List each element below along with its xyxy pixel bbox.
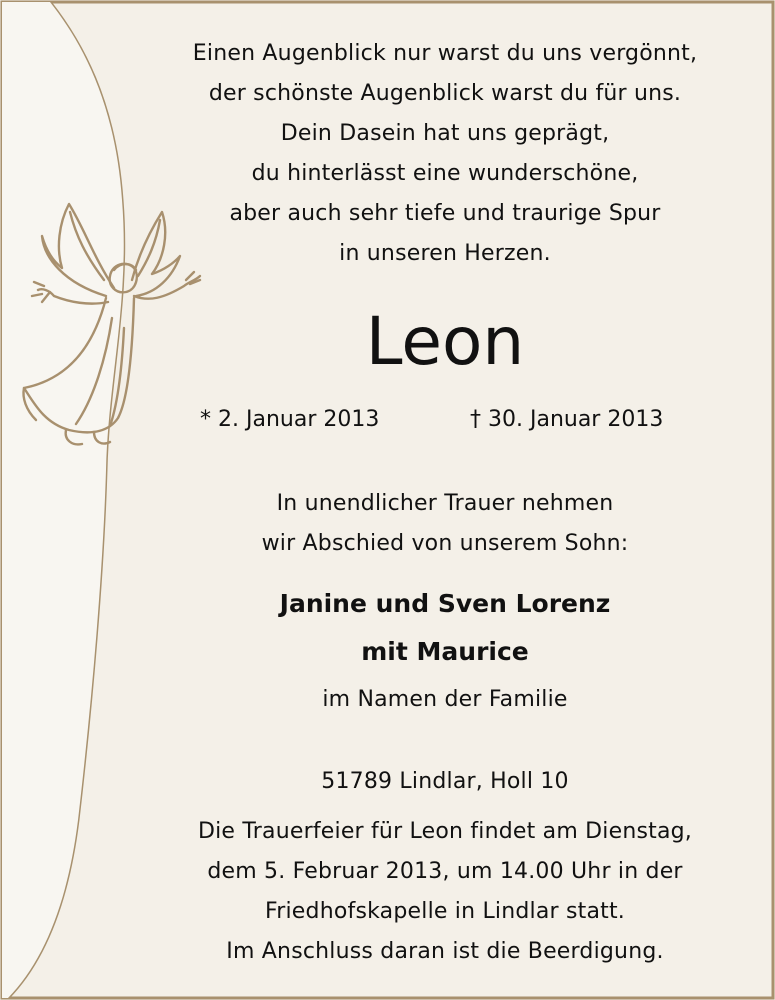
address: 51789 Lindlar, Holl 10 [321, 769, 569, 794]
poem-line: in unseren Herzen. [339, 241, 551, 266]
birth-date: * 2. Januar 2013 [200, 407, 380, 432]
poem-line: der schönste Augenblick warst du für uns. [208, 81, 682, 106]
mourning-line: In unendlicher Trauer nehmen [276, 491, 614, 516]
poem-line: du hinterlässt eine wunderschöne, [251, 161, 639, 186]
ceremony-info [150, 812, 740, 972]
family-line: Janine und Sven Lorenz [279, 589, 611, 618]
on-behalf-text: im Namen der Familie [322, 687, 568, 712]
ceremony-line: dem 5. Februar 2013, um 14.00 Uhr in der [207, 859, 683, 884]
deceased-name: Leon [365, 303, 525, 380]
mourning-text [150, 484, 740, 564]
poem-line: Einen Augenblick nur warst du uns vergönnt, [192, 41, 698, 66]
ceremony-line: Die Trauerfeier für Leon findet am Dienstag, [197, 819, 692, 844]
mourning-line: wir Abschied von unserem Sohn: [261, 531, 629, 556]
ceremony-line: Friedhofskapelle in Lindlar statt. [265, 899, 625, 924]
family-names [150, 580, 740, 676]
poem-line: Dein Dasein hat uns geprägt, [280, 121, 610, 146]
ceremony-line: Im Anschluss daran ist die Beerdigung. [226, 939, 664, 964]
poem-line: aber auch sehr tiefe und traurige Spur [229, 201, 661, 226]
death-date: † 30. Januar 2013 [470, 407, 664, 432]
family-line: mit Maurice [361, 637, 529, 666]
poem [150, 34, 740, 274]
